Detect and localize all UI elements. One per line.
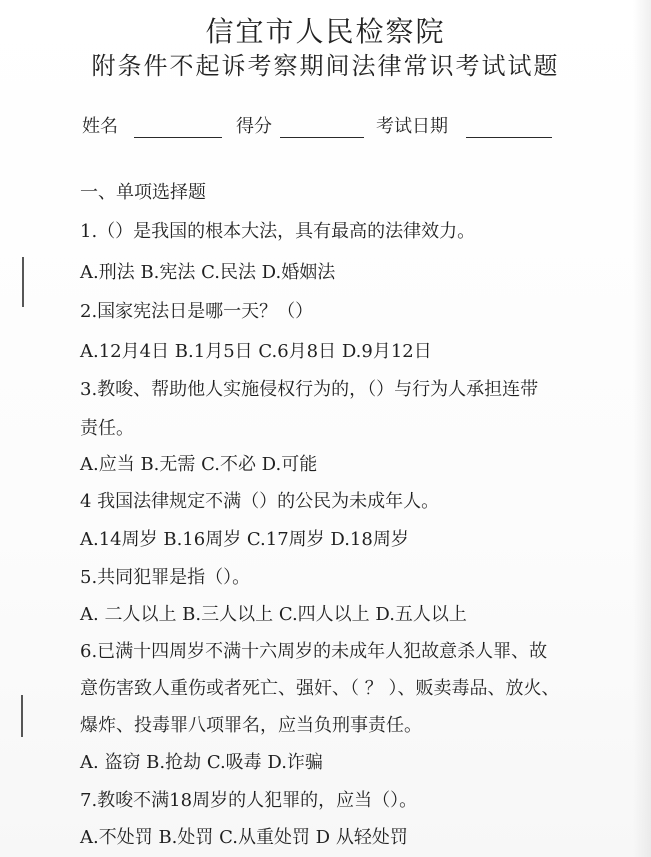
date-field: [376, 112, 552, 138]
question-1-options: A.刑法 B.宪法 C.民法 D.婚姻法: [80, 262, 336, 283]
name-label: 姓名: [82, 116, 118, 137]
score-label: 得分: [236, 116, 272, 137]
date-label: 考试日期: [376, 116, 448, 137]
binding-mark-lower: [21, 695, 23, 737]
section-title: 一、单项选择题: [80, 182, 206, 203]
score-blank: [280, 119, 364, 138]
question-2: 2.国家宪法日是哪一天？（）: [80, 301, 314, 322]
question-6-line-1: 6.已满十四周岁不满十六周岁的未成年人犯故意杀人罪、故: [80, 641, 548, 662]
question-7: 7.教唆不满18周岁的人犯罪的，应当（）。: [80, 790, 418, 811]
question-5-options: A. 二人以上 B.三人以上 C.四人以上 D.五人以上: [80, 604, 467, 625]
question-4-options: A.14周岁 B.16周岁 C.17周岁 D.18周岁: [80, 529, 409, 550]
document-subtitle: 附条件不起诉考察期间法律常识考试试题: [91, 52, 560, 80]
question-6-options: A. 盗窃 B.抢劫 C.吸毒 D.诈骗: [80, 752, 323, 773]
question-3-line-2: 责任。: [80, 418, 134, 439]
question-6-line-2: 意伤害致人重伤或者死亡、强奸、（ ？ ）、贩卖毒品、放火、: [80, 678, 560, 699]
question-5: 5.共同犯罪是指（）。: [80, 567, 251, 588]
score-field: [236, 112, 364, 138]
name-blank: [134, 119, 222, 138]
question-3-options: A.应当 B.无需 C.不必 D.可能: [80, 454, 318, 475]
document-title: 信宜市人民检察院: [205, 15, 446, 48]
name-field: [82, 112, 222, 138]
question-6-line-3: 爆炸、投毒罪八项罪名，应当负刑事责任。: [80, 715, 422, 736]
question-4: 4 我国法律规定不满（）的公民为未成年人。: [80, 491, 440, 512]
question-7-options: A.不处罚 B.处罚 C.从重处罚 D 从轻处罚: [80, 827, 408, 848]
question-2-options: A.12月4日 B.1月5日 C.6月8日 D.9月12日: [80, 341, 432, 362]
page-edge-shadow: [633, 0, 651, 857]
question-3-line-1: 3.教唆、帮助他人实施侵权行为的，（）与行为人承担连带: [80, 379, 539, 400]
question-1: 1.（）是我国的根本大法，具有最高的法律效力。: [80, 221, 476, 242]
binding-mark-upper: [22, 257, 24, 307]
date-blank: [466, 119, 552, 138]
